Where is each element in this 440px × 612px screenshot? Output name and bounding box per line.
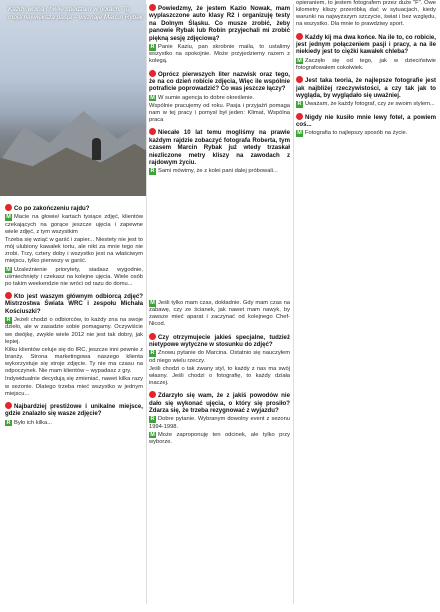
question: Kto jest waszym głównym odbiorcą zdjęć? Mistrzostwa Świata WRC i zespołu Michała Kościuszki?: [5, 292, 143, 315]
bullet-icon: [149, 333, 156, 340]
answer: R Uważam, że każdy fotograf, czy ze swoim stylem...: [297, 101, 435, 108]
paragraph: Trzeba się wziąć w garść i zapier... Niestety nie jest to mój ulubiony kawałek tortu, ale nikt za mnie tego nie zrobi. Trzy, cztery doby i wszystko jest na właściwym miejscu, tylko pierwszy w garść.: [5, 236, 143, 265]
answer: R Dobre pytanie. Wybranym dowolny event z sezonu 1994-1998.: [149, 416, 290, 430]
column-3: [296, 0, 436, 139]
photographer-figure: [92, 138, 101, 160]
speaker-marker: R: [150, 168, 155, 175]
paragraph: Jeśli chodzi o tak zwany styl, to każdy z nas ma swój własny. Jeśli chodzi o fotografię, to każdy działa inaczej.: [149, 365, 290, 387]
paragraph: Wspólnie pracujemy od roku. Pasja i przyjaźń pomaga nam w tej pracy i pomysł był jeden: Klimat, Wspólna praca: [149, 102, 290, 124]
speaker-marker: M: [6, 266, 11, 273]
answer: M Fotografia to najlepszy sposób na życie.: [297, 130, 408, 137]
answer: R Sami mówimy, że z kolei pani dalej próbowali...: [150, 168, 278, 175]
question: Czy otrzymujecie jakieś specjalne, tudzież nietypowe wytyczne w stosunku do zdjęć?: [149, 333, 290, 349]
column-divider: [293, 4, 294, 604]
paragraph: M Może zaproponuję ten odcinek, ale tylko przy wyborze.: [149, 431, 290, 445]
paragraph: M Jeśli tylko mam czas, dokładnie. Gdy mam czas na zabawę, czy ze ścianek, jak nawet mam nawyk, by zawsze mieć aparat i zaczynać od kolejnego Chef-Nicod.: [149, 300, 290, 328]
answer: M W sumie agencja to dobre określenie.: [150, 94, 255, 101]
question: Każdy kij ma dwa końce. Na ile to, co robicie, jest jednym połączeniem pasji i pracy, a na ile niekiedy jest to ciężki kawałek chleba?: [296, 33, 436, 56]
column-divider: [146, 4, 147, 604]
speaker-marker: M: [6, 214, 11, 221]
speaker-marker: M: [150, 94, 155, 101]
bullet-icon: [5, 292, 12, 299]
speaker-marker: R: [150, 350, 155, 357]
question: Powiedzmy, że jestem Kazio Nowak, mam wyplaszczone auto klasy R2 i organizuję testy na Dolnym Śląsku. Co musze zrobić, żeby panowie Rybak lub Robin przyjechali mi zrobić piękną sesję zdjęciową?: [149, 5, 290, 42]
column-2-top: [149, 0, 290, 177]
speaker-marker: R: [297, 101, 302, 108]
answer: M Macie na głowie/ kartach tysiące zdjęć, klientów czekających na gorące jeszcze ujęcia i zapewne wiele zdjęć, z tym wszystkim: [5, 214, 143, 235]
speaker-marker: M: [150, 431, 155, 438]
paragraph: M Uzależnienie priorytety, siadasz wygodnie, uśmiechnięty i czekasz na kolejne ujęcia. Wiele osób po takim weekendzie nie wróci od razu do domu...: [5, 266, 143, 287]
question: Zdarzyło się wam, że z jakiś powodów nie dało się wykonać ujęcia, o który się prosiło? Zdarza się, że trzeba rezygnować z wyjazdu?: [149, 392, 290, 415]
paragraph: opieraniem, to jestem fotografem przez duże "F". Owe kilometry kliszy przeróbką dać w sytuacjach, kiedy warunki na najwyższym szczycie, świat i bez względu, na wszystko. Dla mnie to prawdziwy sport.: [296, 0, 436, 28]
speaker-marker: R: [6, 419, 11, 426]
column-2-bottom: [149, 300, 290, 447]
column-1: [5, 200, 143, 428]
question: Nigdy nie kusiło mnie lewy fotel, a powiem coś...: [296, 113, 436, 128]
speaker-marker: M: [297, 57, 302, 64]
bullet-icon: [5, 402, 12, 409]
bullet-icon: [5, 204, 12, 211]
question: Oprócz pierwszych liter nazwisk oraz tego, że na co dzień robicie zdjęcia, Więc ile wspólnie potraficie poprowadzić? Co was jeszcze łączy?: [149, 70, 290, 93]
question: Co po zakończeniu rajdu?: [5, 204, 143, 212]
answer: R Znowu pytanie do Marcina. Ostatnio się nauczyłem od niego wielu rzeczy.: [149, 350, 290, 364]
answer: R Było ich kilka...: [6, 419, 53, 426]
paragraph: Kilku klientów celuje się do IRC, jeszcze inni pewnie z branży. Strona marketingowa naszego klienta wykorzystuje się stroje zdjęcie. Ty nie ma czasu na odpoczynek. Nie mam klientów – wypadasz z gry.: [5, 346, 143, 375]
speaker-marker: R: [150, 416, 155, 423]
mountain-photo: [0, 0, 146, 196]
answer: R Panie Kaziu, pan skrobnie maila, to ustalimy wszystko na spokojnie. Może przyjedziemy razem z kolegą.: [149, 44, 290, 65]
bullet-icon: [149, 70, 156, 77]
speaker-marker: M: [297, 130, 302, 137]
question: Najbardziej prestiżowe i unikalne miejsce, gdzie znalazło się wasze zdjęcie?: [5, 402, 143, 418]
answer: R Jeżeli chodzi o odbiorców, to każdy zna na swoje dzieło, ale w zasadzie sobie pomagamy. Oczywiście we dwójkę, zwykle wiele 2012 nie jest tak dobry, jak lepiej.: [5, 317, 143, 345]
speaker-marker: R: [6, 317, 11, 324]
question: Jest taka teoria, że najlepsze fotografie jest jak najbliżej rzeczywistości, a czy tak jak to wygląda, by wyglądało się uważniej.: [296, 77, 436, 99]
question: Niecałe 10 lat temu mogliśmy na prawie każdym rajdzie zobaczyć fotografa Roberta, tym czasem Marcin Rybak już wtedy trzaskał niezliczone metry kliszy na zawodach z rajdowym życiu.: [149, 129, 290, 166]
speaker-marker: R: [150, 44, 155, 51]
bullet-icon: [296, 76, 303, 83]
paragraph: Indywidualnie decydują się zmieniać, nawet kilka razy w sezonie. Dlatego trzeba mieć wszystko w jednym miejscu...: [5, 376, 143, 397]
bullet-icon: [149, 391, 156, 398]
answer: M Zaczęło się od tego, jak w dzieciństwie fotografowałem cokolwiek.: [296, 57, 436, 71]
bullet-icon: [296, 113, 303, 120]
photo-caption: Każdy wolną chwilę spędzam w górach. To moja największa pasja – wyznaje Marcin Rybak: [8, 6, 143, 21]
bullet-icon: [296, 33, 303, 40]
bullet-icon: [149, 4, 156, 11]
speaker-marker: M: [150, 300, 155, 306]
bullet-icon: [149, 128, 156, 135]
